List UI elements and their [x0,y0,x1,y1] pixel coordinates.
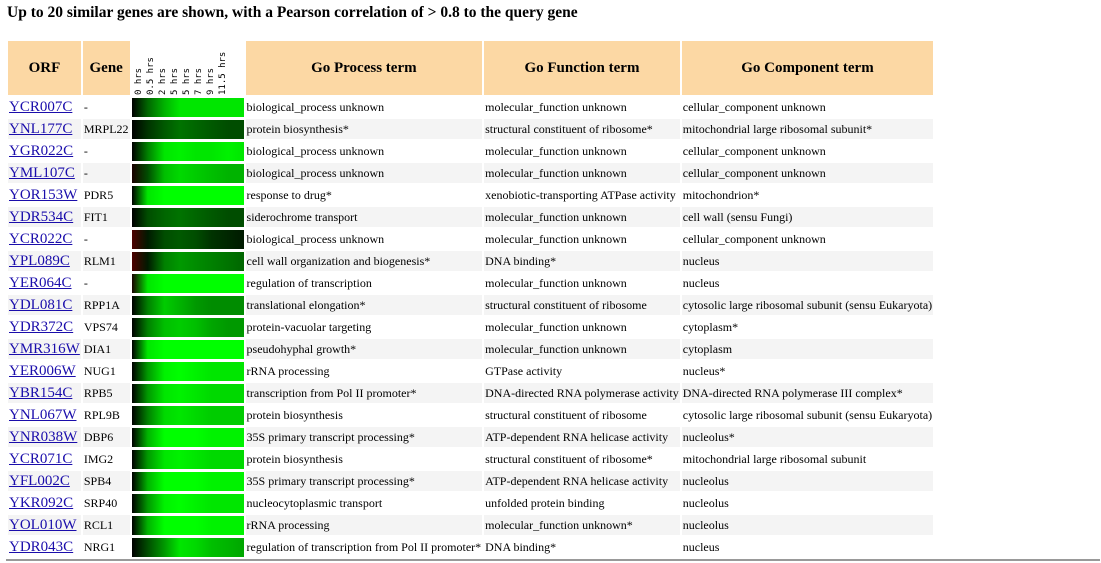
go-process-cell: rRNA processing [246,363,330,378]
gene-name-cell: SPB4 [83,471,130,491]
go-process-cell: 35S primary transcript processing* [246,427,483,447]
orf-link[interactable]: YDR043C [9,538,74,555]
go-component-cell: cellular_component unknown [682,163,933,183]
gene-name-cell: RPB5 [83,383,130,403]
table-row [8,207,933,227]
gene-name-cell: - [83,275,88,290]
expression-heatmap-bar [132,384,244,403]
orf-cell [8,361,81,381]
expression-cell [132,339,244,359]
go-process-cell: biological_process unknown [246,99,385,114]
expression-cell [132,361,244,381]
expression-heatmap-bar [132,164,244,183]
go-function-cell: molecular_function unknown [485,143,627,158]
timepoint-label: 2 hrs [157,67,168,95]
gene-name-cell: - [83,143,88,158]
orf-cell [8,229,81,249]
go-process-cell: biological_process unknown [246,231,385,246]
go-function-cell: molecular_function unknown* [484,515,680,535]
component-column-header: Go Component term [682,41,933,95]
go-function-cell: molecular_function unknown [485,275,627,290]
expression-cell [132,207,244,227]
expression-heatmap-bar [132,252,244,271]
go-component-cell: cellular_component unknown [682,231,826,246]
expression-cell [132,295,244,315]
gene-name-cell: - [83,99,88,114]
gene-name-cell: DIA1 [83,339,130,359]
gene-name-cell: PDR5 [83,187,114,202]
expression-cell [132,383,244,403]
table-row [8,537,933,557]
go-component-cell: nucleolus [682,471,933,491]
expression-cell [132,141,244,161]
orf-cell [8,471,81,491]
expression-cell [132,229,244,249]
go-function-cell: molecular_function unknown [485,231,627,246]
go-function-cell: GTPase activity [485,363,563,378]
function-column-header: Go Function term [484,41,680,95]
expression-heatmap-bar [132,120,244,139]
go-component-cell: nucleolus [682,515,933,535]
orf-cell [8,515,81,535]
go-component-cell: mitochondrial large ribosomal subunit* [682,119,933,139]
go-component-cell: nucleus [682,251,933,271]
go-function-cell: ATP-dependent RNA helicase activity [484,471,680,491]
orf-link[interactable]: YDL081C [9,296,73,313]
go-process-cell: pseudohyphal growth* [246,339,483,359]
go-component-cell: cellular_component unknown [682,143,826,158]
table-row [8,163,933,183]
expression-cell [132,493,244,513]
orf-cell [8,185,81,205]
orf-link[interactable]: YNL067W [9,406,77,423]
go-function-cell: unfolded protein binding [485,495,605,510]
go-process-cell: regulation of transcription from Pol II promoter* [246,539,482,554]
table-row [8,361,933,381]
similar-genes-table [6,39,935,559]
orf-cell [8,427,81,447]
go-function-cell: structural constituent of ribosome* [485,451,653,466]
orf-column-header: ORF [8,41,81,95]
timepoint-label: 11.5 hrs [217,51,228,95]
table-row [8,449,933,469]
gene-name-cell: SRP40 [83,495,118,510]
expression-heatmap-bar [132,494,244,513]
go-function-cell: molecular_function unknown [485,99,627,114]
orf-cell [8,207,81,227]
orf-cell [8,119,81,139]
timepoint-labels [132,41,244,95]
page-title: Up to 20 similar genes are shown, with a Pearson correlation of > 0.8 to the query gene [7,4,578,21]
expression-cell [132,97,244,117]
orf-cell [8,449,81,469]
orf-cell [8,317,81,337]
table-header-row [8,41,933,95]
orf-link[interactable]: YOR153W [9,186,78,203]
expression-cell [132,317,244,337]
go-process-cell: biological_process unknown [246,143,385,158]
go-component-cell: nucleus* [682,363,726,378]
go-process-cell: translational elongation* [246,295,483,315]
timepoint-label: 7 hrs [193,67,204,95]
process-column-header: Go Process term [246,41,483,95]
gene-name-cell: RLM1 [83,251,130,271]
table-row [8,119,933,139]
expression-cell [132,251,244,271]
go-process-cell: response to drug* [246,187,332,202]
go-component-cell: nucleus [682,539,720,554]
timepoint-label: 0.5 hrs [145,57,156,95]
orf-link[interactable]: YKR092C [9,494,74,511]
orf-cell [8,493,81,513]
go-function-cell: molecular_function unknown [485,319,627,334]
gene-name-cell: RPP1A [83,295,130,315]
orf-cell [8,339,81,359]
go-function-cell: DNA binding* [485,539,557,554]
orf-cell [8,163,81,183]
expression-heatmap-bar [132,516,244,535]
expression-cell [132,119,244,139]
go-process-cell: biological_process unknown [246,163,483,183]
gene-column-header: Gene [83,41,130,95]
table-row [8,229,933,249]
expression-heatmap-bar [132,428,244,447]
gene-name-cell: RCL1 [83,515,130,535]
timepoint-label: 5 hrs [169,67,180,95]
table-row [8,317,933,337]
expression-heatmap-bar [132,230,244,249]
orf-link[interactable]: YFL002C [9,472,70,489]
go-function-cell: structural constituent of ribosome [485,407,647,422]
gene-name-cell: FIT1 [83,207,130,227]
go-function-cell: molecular_function unknown [484,207,680,227]
go-process-cell: nucleocytoplasmic transport [246,495,383,510]
go-process-cell: siderochrome transport [246,207,483,227]
expression-cell [132,515,244,535]
orf-cell [8,383,81,403]
expression-heatmap-bar [132,472,244,491]
orf-cell [8,273,81,293]
go-component-cell: nucleolus* [682,427,933,447]
go-component-cell: cytoplasm* [682,319,739,334]
orf-link[interactable]: YMR316W [9,340,80,357]
go-function-cell: xenobiotic-transporting ATPase activity [485,187,676,202]
orf-link[interactable]: YNR038W [9,428,78,445]
go-component-cell: DNA-directed RNA polymerase III complex* [682,383,933,403]
expression-heatmap-bar [132,318,244,337]
go-process-cell: protein biosynthesis [246,451,343,466]
expression-heatmap-bar [132,98,244,117]
go-component-cell: cytosolic large ribosomal subunit (sensu Eukaryota) [682,295,933,315]
orf-link[interactable]: YGR022C [9,142,74,159]
go-component-cell: nucleus [682,275,720,290]
expression-heatmap-bar [132,296,244,315]
table-row [8,97,933,117]
expression-cell [132,427,244,447]
go-component-cell: cytoplasm [682,339,933,359]
expression-heatmap-bar [132,340,244,359]
expression-cell [132,405,244,425]
table-row [8,185,933,205]
footer-divider [6,559,1100,561]
orf-link[interactable]: YOL010W [9,516,77,533]
go-function-cell: structural constituent of ribosome* [484,119,680,139]
go-function-cell: DNA binding* [484,251,680,271]
go-component-cell: nucleolus [682,495,729,510]
go-process-cell: protein biosynthesis* [246,119,483,139]
orf-link[interactable]: YBR154C [9,384,73,401]
timepoint-label: 5 hrs [181,67,192,95]
go-component-cell: mitochondrial large ribosomal subunit [682,451,867,466]
gene-name-cell: MRPL22 [83,119,130,139]
go-function-cell: ATP-dependent RNA helicase activity [484,427,680,447]
table-row [8,405,933,425]
gene-name-cell: VPS74 [83,319,118,334]
gene-name-cell: - [83,163,130,183]
go-component-cell: mitochondrion* [682,187,760,202]
orf-link[interactable]: YER064C [9,274,72,291]
go-process-cell: cell wall organization and biogenesis* [246,251,483,271]
orf-link[interactable]: YNL177C [9,120,73,137]
expression-cell [132,273,244,293]
expression-cell [132,471,244,491]
expression-heatmap-bar [132,450,244,469]
table-row [8,427,933,447]
expression-heatmap-bar [132,406,244,425]
expression-heatmap-bar [132,142,244,161]
table-row [8,251,933,271]
orf-cell [8,537,81,557]
orf-cell [8,141,81,161]
table-row [8,141,933,161]
table-row [8,273,933,293]
table-row [8,471,933,491]
orf-cell [8,405,81,425]
go-function-cell: structural constituent of ribosome [484,295,680,315]
orf-link[interactable]: YCR071C [9,450,73,467]
table-row [8,515,933,535]
expression-cell [132,185,244,205]
gene-name-cell: - [83,231,88,246]
go-function-cell: molecular_function unknown [484,163,680,183]
gene-name-cell: DBP6 [83,427,130,447]
go-process-cell: protein biosynthesis [246,407,343,422]
orf-link[interactable]: YDR372C [9,318,74,335]
expression-heatmap-bar [132,186,244,205]
orf-cell [8,97,81,117]
table-row [8,493,933,513]
go-process-cell: 35S primary transcript processing* [246,471,483,491]
table-row [8,295,933,315]
orf-link[interactable]: YCR007C [9,98,73,115]
orf-cell [8,295,81,315]
timepoint-label: 0 hrs [133,67,144,95]
go-process-cell: transcription from Pol II promoter* [246,383,483,403]
gene-name-cell: NRG1 [83,539,116,554]
go-component-cell: cellular_component unknown [682,99,826,114]
gene-name-cell: NUG1 [83,363,116,378]
orf-cell [8,251,81,271]
gene-name-cell: RPL9B [83,407,120,422]
go-component-cell: cytosolic large ribosomal subunit (sensu Eukaryota) [682,407,933,422]
expression-heatmap-bar [132,538,244,557]
go-process-cell: protein-vacuolar targeting [246,319,372,334]
timepoint-label: 9 hrs [205,67,216,95]
go-function-cell: DNA-directed RNA polymerase activity [484,383,680,403]
expression-heatmap-bar [132,362,244,381]
go-process-cell: rRNA processing [246,515,483,535]
orf-link[interactable]: YDR534C [9,208,74,225]
go-process-cell: regulation of transcription [246,275,372,290]
go-function-cell: molecular_function unknown [484,339,680,359]
timepoint-column-header [132,41,244,95]
orf-link[interactable]: YPL089C [9,252,70,269]
expression-cell [132,537,244,557]
table-row [8,339,933,359]
orf-link[interactable]: YER006W [9,362,76,379]
gene-name-cell: IMG2 [83,451,114,466]
expression-heatmap-bar [132,274,244,293]
go-component-cell: cell wall (sensu Fungi) [682,207,933,227]
expression-heatmap-bar [132,208,244,227]
table-row [8,383,933,403]
expression-cell [132,449,244,469]
orf-link[interactable]: YML107C [9,164,75,181]
orf-link[interactable]: YCR022C [9,230,73,247]
expression-cell [132,163,244,183]
